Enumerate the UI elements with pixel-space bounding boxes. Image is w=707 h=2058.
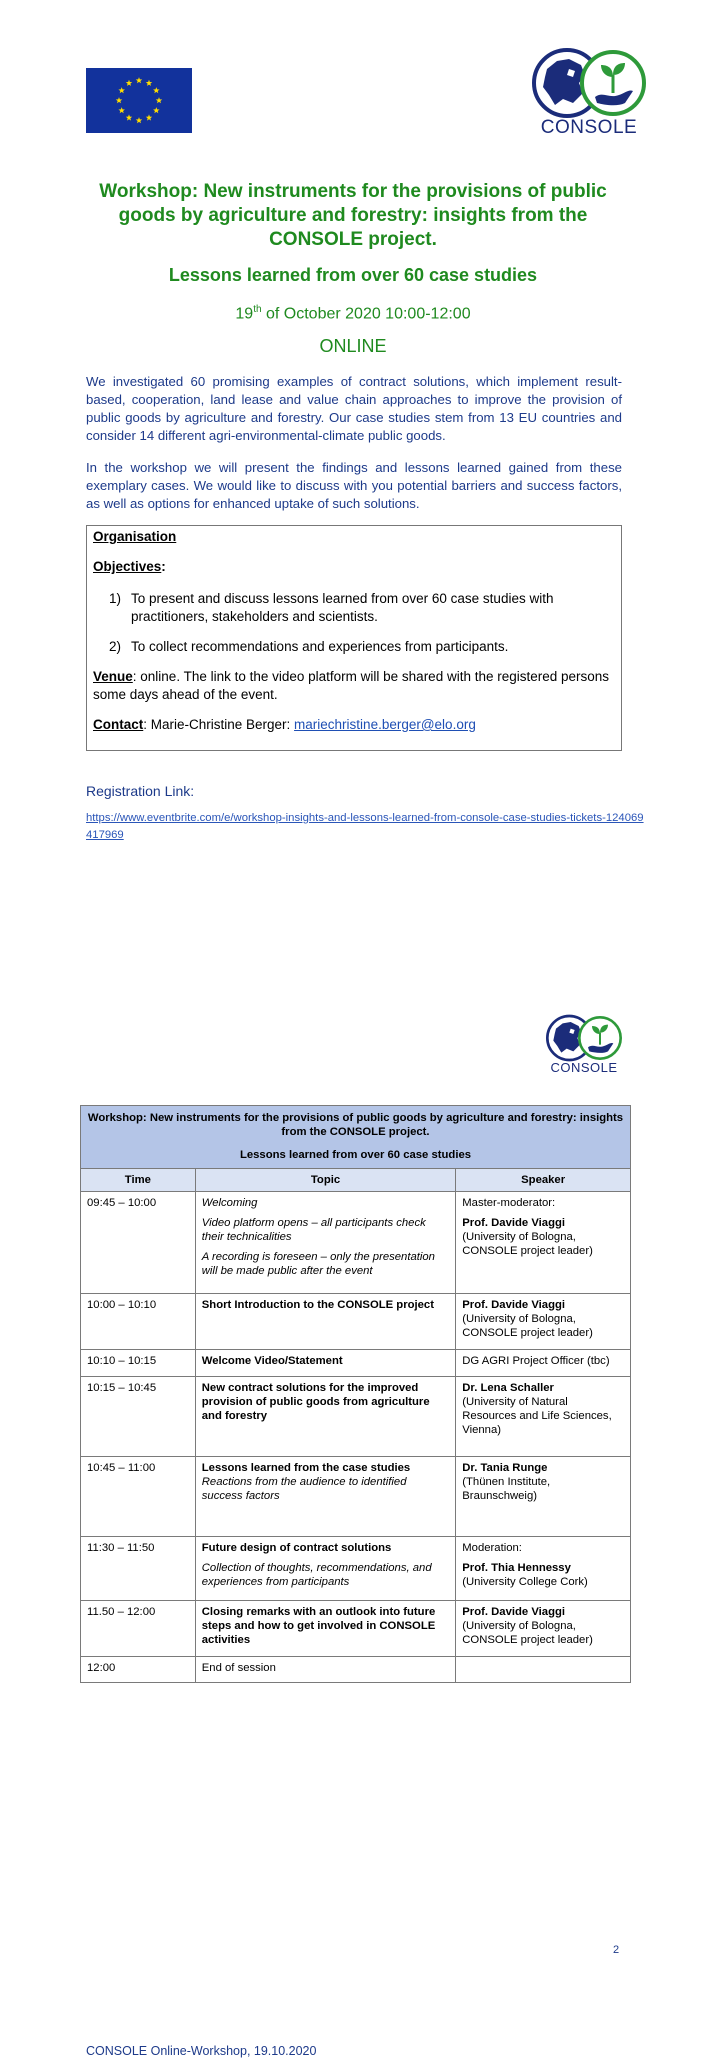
topic-cell [195,1457,456,1537]
topic-text: Short Introduction to the CONSOLE project [201,1299,434,1311]
topic-note: Collection of thoughts, recommendations, and experiences from participants [201,1562,432,1588]
contact-email-link[interactable]: mariechristine.berger@elo.org [294,717,476,732]
topic-text: Welcome Video/Statement [201,1355,343,1367]
console-logo-text: CONSOLE [550,1060,618,1075]
page-number: 2 [613,1944,620,1956]
time-cell: 11.50 – 12:00 [81,1601,196,1657]
column-header-topic: Topic [195,1169,456,1192]
console-logo [543,1014,625,1075]
eu-star-icon [126,114,132,120]
time-cell: 09:45 – 10:00 [81,1192,196,1294]
workshop-paragraph: In the workshop we will present the findings and lessons learned gained from these exemplary cases. We would like to discuss with you potential barriers and success factors, as well as options for enhanced uptake of such solutions. [86,460,622,511]
speaker-cell [456,1601,631,1657]
speaker-affiliation: (University of Bologna, CONSOLE project leader) [462,1313,593,1339]
event-mode: ONLINE [319,336,387,356]
objective-number: 2) [109,639,122,654]
speaker-affiliation: (University of Natural Resources and Life Sciences, Vienna) [462,1396,612,1436]
eu-star-icon [118,107,124,113]
table-row [81,1294,631,1350]
topic-cell [195,1377,456,1457]
speaker-cell [456,1537,631,1601]
date-rest: of October 2020 10:00-12:00 [261,305,471,323]
workshop-title: Workshop: New instruments for the provisions of public goods by agriculture and forestry: insights from the CONSOLE project. [99,181,607,250]
venue-info [93,668,613,704]
agenda-title-row [81,1106,631,1169]
workshop-subtitle: Lessons learned from over 60 case studies [168,265,538,285]
speaker-name: Dr. Lena Schaller [462,1382,554,1394]
table-row [81,1537,631,1601]
table-row [81,1601,631,1657]
column-header-speaker: Speaker [456,1169,631,1192]
speaker-cell [456,1457,631,1537]
time-cell: 10:15 – 10:45 [81,1377,196,1457]
venue-label: Venue [93,669,133,684]
speaker-affiliation: (University of Bologna, CONSOLE project leader) [462,1620,593,1646]
objectives-heading [93,558,166,576]
objective-text: To present and discuss lessons learned from over 60 case studies with practitioners, stakeholders and scientists. [131,591,554,624]
eu-star-icon [136,117,142,123]
table-row [81,1377,631,1457]
time-cell: 10:00 – 10:10 [81,1294,196,1350]
topic-note: Video platform opens – all participants check their technicalities [201,1217,426,1243]
console-logo-text: CONSOLE [540,117,638,138]
registration-label: Registration Link: [86,783,195,799]
time-cell: 12:00 [81,1657,196,1683]
eu-star-icon [126,80,132,86]
agenda-column-headers [81,1169,631,1192]
eu-star-icon [156,97,162,103]
table-row [81,1457,631,1537]
contact-label: Contact [93,717,144,732]
topic-cell [195,1350,456,1377]
speaker-name: Prof. Davide Viaggi [462,1606,566,1618]
date-day: 19 [235,305,254,323]
topic-cell [195,1192,456,1294]
objective-number: 1) [109,591,122,606]
time-cell: 10:10 – 10:15 [81,1350,196,1377]
organisation-box [86,525,622,751]
topic-text: Future design of contract solutions [201,1542,392,1554]
topic-text: End of session [201,1662,276,1674]
eu-star-icon [153,87,159,93]
eu-flag-icon [86,68,192,133]
table-row [81,1657,631,1683]
speaker-name: Prof. Davide Viaggi [462,1299,566,1311]
objective-item [109,590,609,626]
speaker-cell [456,1192,631,1294]
topic-cell [195,1657,456,1683]
speaker-affiliation: (University of Bologna, CONSOLE project leader) [462,1231,593,1257]
column-header-time: Time [81,1169,196,1192]
table-row [81,1350,631,1377]
console-logo [527,47,651,139]
eu-star-icon [146,114,152,120]
eu-star-icon [136,77,142,83]
date-suffix: th [253,304,262,315]
intro-paragraph: We investigated 60 promising examples of contract solutions, which implement result-based, cooperation, land lease and value chain approaches to improve the provision of public goods by agriculture and forestry. Our case studies stem from 13 EU countries and consider 14 different agri-environmental-climate public goods. [86,374,622,443]
agenda-table [80,1105,631,1683]
speaker-name: Prof. Thia Hennessy [462,1562,571,1574]
topic-note: A recording is foreseen – only the presentation will be made public after the event [201,1251,435,1277]
speaker-name: Dr. Tania Runge [462,1462,548,1474]
speaker-cell [456,1294,631,1350]
time-cell: 11:30 – 11:50 [81,1537,196,1601]
speaker-cell [456,1377,631,1457]
contact-info [93,716,613,734]
objective-text: To collect recommendations and experiences from participants. [131,639,509,654]
console-globe-icon [544,1014,624,1062]
speaker-name: DG AGRI Project Officer (tbc) [462,1355,610,1367]
speaker-affiliation: (Thünen Institute, Braunschweig) [462,1476,551,1502]
objectives-colon: : [161,559,166,574]
eu-star-icon [153,107,159,113]
objectives-label: Objectives [93,559,162,574]
event-date [70,304,636,323]
registration-link[interactable]: https://www.eventbrite.com/e/workshop-insights-and-lessons-learned-from-console-case-studies-tickets-124069417969 [86,812,644,841]
topic-text: Closing remarks with an outlook into future steps and how to get involved in CONSOLE activities [201,1606,436,1646]
organisation-heading: Organisation [93,529,177,544]
topic-text: Lessons learned from the case studies [201,1462,411,1474]
page-header: CONSOLE Online-Workshop, 19.10.2020 [86,2044,317,2058]
speaker-role: Master-moderator: [462,1197,556,1209]
table-row [81,1192,631,1294]
topic-text: Welcoming [201,1197,258,1209]
speaker-affiliation: (University College Cork) [462,1576,588,1588]
contact-text: : Marie-Christine Berger: [143,717,295,732]
speaker-cell [456,1657,631,1683]
eu-star-icon [116,97,122,103]
time-cell: 10:45 – 11:00 [81,1457,196,1537]
topic-note: Reactions from the audience to identified success factors [201,1476,407,1502]
agenda-subtitle: Lessons learned from over 60 case studies [239,1149,472,1161]
objective-item [109,638,609,656]
console-globe-icon [529,47,649,119]
topic-cell [195,1294,456,1350]
eu-star-icon [146,80,152,86]
speaker-role: Moderation: [462,1542,522,1554]
speaker-cell [456,1350,631,1377]
document-page-1 [0,0,707,1000]
speaker-name: Prof. Davide Viaggi [462,1217,566,1229]
topic-cell [195,1537,456,1601]
agenda-title: Workshop: New instruments for the provisions of public goods by agriculture and forestry: insights from the CONSOLE project. [87,1112,624,1138]
topic-text: New contract solutions for the improved provision of public goods from agriculture and forestry [201,1382,430,1422]
venue-text: : online. The link to the video platform will be shared with the registered persons some days ahead of the event. [93,669,610,702]
topic-cell [195,1601,456,1657]
eu-star-icon [118,87,124,93]
agenda-title-cell [81,1106,631,1169]
